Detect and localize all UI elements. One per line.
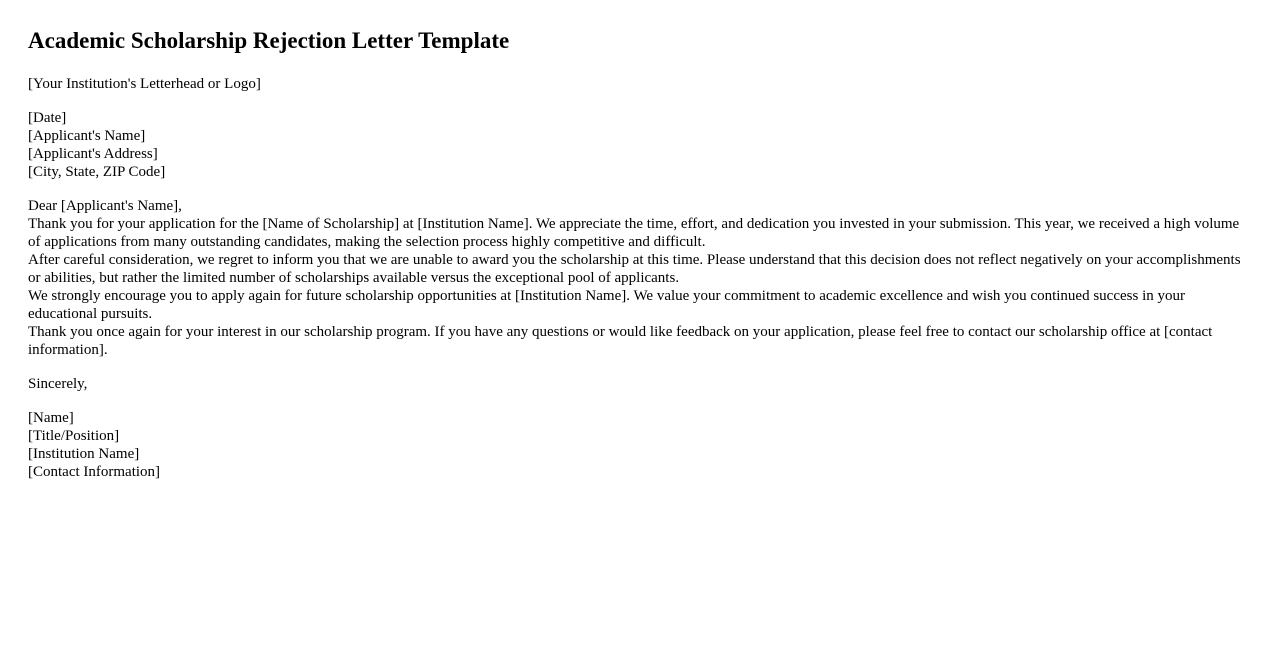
applicant-name-line: [Applicant's Name] xyxy=(28,128,146,144)
letterhead-placeholder: [Your Institution's Letterhead or Logo] xyxy=(28,76,261,92)
recipient-block xyxy=(28,109,1250,181)
paragraph-3: We strongly encourage you to apply again for future scholarship opportunities at [Institution Name]. We value your commitment to academic excellence and wish you continued success in your educational pursuits. xyxy=(28,288,1185,322)
city-state-zip-line: [City, State, ZIP Code] xyxy=(28,164,166,180)
page-title: Academic Scholarship Rejection Letter Template xyxy=(28,28,510,53)
paragraph-2: After careful consideration, we regret to inform you that we are unable to award you the scholarship at this time. Please understand that this decision does not reflect negatively on your accomplishments or abilities, but rather the limited number of scholarships available versus the exceptional pool of applicants. xyxy=(28,252,1241,286)
signer-name-line: [Name] xyxy=(28,410,74,426)
date-line: [Date] xyxy=(28,110,67,126)
salutation: Dear [Applicant's Name], xyxy=(28,198,182,214)
signature-block xyxy=(28,409,1250,481)
closing: Sincerely, xyxy=(28,376,88,392)
signer-title-line: [Title/Position] xyxy=(28,428,120,444)
signer-institution-line: [Institution Name] xyxy=(28,446,140,462)
paragraph-1: Thank you for your application for the [Name of Scholarship] at [Institution Name]. We appreciate the time, effort, and dedication you invested in your submission. This year, we received a high volume of applications from many outstanding candidates, making the selection process highly competitive and difficult. xyxy=(28,216,1240,250)
signer-contact-line: [Contact Information] xyxy=(28,464,161,480)
applicant-address-line: [Applicant's Address] xyxy=(28,146,158,162)
paragraph-4: Thank you once again for your interest in our scholarship program. If you have any questions or would like feedback on your application, please feel free to contact our scholarship office at [contact information]. xyxy=(28,324,1213,358)
